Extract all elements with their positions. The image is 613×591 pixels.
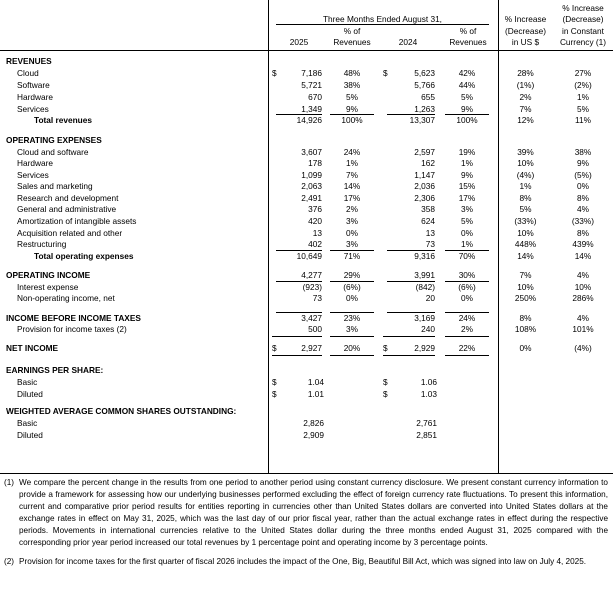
- eps-2024: 1.03: [420, 389, 437, 399]
- row-label: Hardware: [17, 92, 53, 102]
- row-label: Basic: [17, 377, 38, 387]
- in-us-header: in US $: [511, 37, 540, 47]
- subtotal-rule: [330, 355, 374, 356]
- change-us: 2%: [519, 92, 532, 102]
- pct-2025: 0%: [346, 228, 358, 238]
- pct-2025: (6%): [343, 282, 361, 292]
- pct-2024: 15%: [458, 181, 476, 191]
- subtotal-rule: [387, 250, 435, 251]
- value-2024: 2,306: [414, 193, 435, 203]
- value-2024: (842): [415, 282, 435, 292]
- value-2025: 14,926: [296, 115, 322, 125]
- value-2025: 13: [312, 228, 322, 238]
- pct-2025: 14%: [343, 181, 361, 191]
- footnote-2: [4, 556, 608, 568]
- pct-2024: 100%: [456, 115, 478, 125]
- currency-symbol: $: [272, 68, 277, 78]
- value-2024: 1,263: [414, 104, 435, 114]
- header-rule: [276, 24, 489, 25]
- pct-2024: 0%: [461, 293, 473, 303]
- pct-2024: 17%: [458, 193, 476, 203]
- value-2025: 1,099: [301, 170, 322, 180]
- change-constant-currency: 4%: [577, 270, 589, 280]
- pct-2024: (6%): [458, 282, 476, 292]
- change-us: 250%: [514, 293, 537, 303]
- pct-2025: 3%: [346, 216, 358, 226]
- footnote-text: Provision for income taxes for the first quarter of fiscal 2026 includes the impact of the One, Big, Beautiful Bill Act, which was signed into law on July 4, 2025.: [19, 557, 587, 566]
- value-2024: 13: [425, 228, 435, 238]
- row-label: Interest expense: [17, 282, 79, 292]
- pct-2025: 20%: [343, 343, 361, 353]
- value-2024: 13,307: [409, 115, 435, 125]
- pct-2025: 29%: [343, 270, 361, 280]
- change-us: 108%: [514, 324, 537, 334]
- section-shares: WEIGHTED AVERAGE COMMON SHARES OUTSTANDING:: [6, 406, 237, 416]
- pct-2024: 5%: [461, 92, 473, 102]
- currency-symbol: $: [272, 343, 277, 353]
- value-2024: 73: [425, 239, 435, 249]
- table-bottom-rule: [0, 473, 613, 474]
- row-label: Software: [17, 80, 50, 90]
- subtotal-rule: [445, 336, 489, 337]
- value-2025: 178: [308, 158, 322, 168]
- subtotal-rule: [445, 250, 489, 251]
- pct-2024: 24%: [458, 313, 476, 323]
- subtotal-rule: [383, 336, 435, 337]
- eps-2025: 1.04: [307, 377, 324, 387]
- change-constant-currency: 27%: [574, 68, 592, 78]
- pct-2024: 5%: [461, 216, 473, 226]
- row-label: Total revenues: [34, 115, 92, 125]
- pct-2024: 2%: [461, 324, 473, 334]
- revenues-header: Revenues: [449, 37, 487, 47]
- footnote-number: (2): [4, 557, 15, 566]
- value-2024: 1,147: [414, 170, 435, 180]
- change-constant-currency: 0%: [577, 181, 589, 191]
- change-us: 0%: [519, 343, 532, 353]
- change-constant-currency: 10%: [574, 282, 592, 292]
- change-us: 14%: [517, 251, 534, 261]
- subtotal-rule: [330, 114, 374, 115]
- revenues-header: Revenues: [333, 37, 371, 47]
- change-constant-currency: (33%): [571, 216, 595, 226]
- subtotal-rule: [276, 312, 322, 313]
- pct-2025: 24%: [343, 147, 361, 157]
- change-us: 12%: [517, 115, 534, 125]
- change-us: 5%: [519, 204, 532, 214]
- pct-2025: 17%: [343, 193, 361, 203]
- subtotal-rule: [387, 281, 435, 282]
- value-2025: 1,349: [301, 104, 322, 114]
- change-us: 1%: [519, 181, 532, 191]
- pct-2025: 5%: [346, 92, 358, 102]
- section-eps: EARNINGS PER SHARE:: [6, 365, 104, 375]
- pct-2025: 3%: [346, 239, 358, 249]
- currency-symbol: $: [383, 389, 388, 399]
- row-label: Hardware: [17, 158, 53, 168]
- shares-2025: 2,909: [303, 430, 324, 440]
- currency-symbol: $: [383, 68, 388, 78]
- row-label: General and administrative: [17, 204, 117, 214]
- change-us: 8%: [519, 193, 532, 203]
- pct-increase-header: % Increase: [504, 14, 547, 24]
- value-2025: 4,277: [301, 270, 322, 280]
- value-2025: 2,063: [301, 181, 322, 191]
- value-2025: 5,721: [301, 80, 322, 90]
- pct-2025: 100%: [341, 115, 363, 125]
- value-2024: 3,991: [414, 270, 435, 280]
- value-2024: 624: [421, 216, 435, 226]
- change-us: 28%: [517, 68, 534, 78]
- pct-2025: 3%: [346, 324, 358, 334]
- row-label: Diluted: [17, 430, 43, 440]
- subtotal-rule: [330, 281, 374, 282]
- currency-symbol: $: [383, 343, 388, 353]
- subtotal-rule: [445, 114, 489, 115]
- row-label: Non-operating income, net: [17, 293, 115, 303]
- value-2025: 402: [308, 239, 322, 249]
- value-2025: 376: [308, 204, 322, 214]
- change-constant-currency: 1%: [577, 92, 589, 102]
- row-label: Amortization of intangible assets: [17, 216, 137, 226]
- change-constant-currency: 8%: [577, 228, 589, 238]
- section-revenues: REVENUES: [6, 56, 52, 66]
- footnote-text: We compare the percent change in the results from one period to another period using constant currency disclosure. We present constant currency information to provide a framework for assessing how our underlying businesses performed excluding the effect of foreign currency rate fluctuations. To present this information, current and comparative prior period results for entities reporting in currencies other than United States dollars are converted into United States dollars at the exchange rates in effect on May 31, 2025, which was the last day of our prior fiscal year, rather than the actual exchange rates in effect during the respective periods. Movements in international currencies relative to the United States dollar during the three months ended August 31, 2025 compared with the corresponding prior year period increased our total revenues by 1 percentage point and operating income by 3 percentage points.: [19, 478, 608, 547]
- pct-2024: 70%: [458, 251, 476, 261]
- change-constant-currency: 101%: [572, 324, 594, 334]
- change-us: 10%: [517, 282, 534, 292]
- subtotal-rule: [445, 355, 489, 356]
- pct-2024: 30%: [458, 270, 476, 280]
- pct-of-header: % of: [459, 26, 477, 36]
- change-constant-currency: 14%: [574, 251, 592, 261]
- row-label: Diluted: [17, 389, 43, 399]
- in-constant-header: in Constant: [562, 26, 604, 36]
- pct-2025: 38%: [343, 80, 361, 90]
- value-2025: 2,491: [301, 193, 322, 203]
- year-2025-header: 2025: [289, 37, 309, 47]
- value-2024: 240: [421, 324, 435, 334]
- eps-2025: 1.01: [307, 389, 324, 399]
- value-2024: 20: [425, 293, 435, 303]
- value-2025: 500: [308, 324, 322, 334]
- pct-2024: 22%: [458, 343, 476, 353]
- currency-header: Currency (1): [559, 37, 607, 47]
- subtotal-rule: [387, 312, 435, 313]
- subtotal-rule: [330, 336, 374, 337]
- section-operating-expenses: OPERATING EXPENSES: [6, 135, 102, 145]
- subtotal-rule: [330, 312, 374, 313]
- change-us: 7%: [519, 104, 532, 114]
- row-label: Services: [17, 104, 49, 114]
- year-2024-header: 2024: [398, 37, 418, 47]
- change-us: 448%: [514, 239, 537, 249]
- eps-2024: 1.06: [420, 377, 437, 387]
- value-2024: 3,169: [414, 313, 435, 323]
- change-constant-currency: 11%: [575, 115, 591, 125]
- change-constant-currency: (2%): [574, 80, 592, 90]
- pct-2024: 1%: [461, 239, 473, 249]
- value-2024: 2,597: [414, 147, 435, 157]
- value-2025: 73: [312, 293, 322, 303]
- row-label: NET INCOME: [6, 343, 59, 353]
- subtotal-rule: [276, 114, 322, 115]
- change-us: 10%: [517, 228, 534, 238]
- row-label: Research and development: [17, 193, 119, 203]
- change-us: 7%: [519, 270, 532, 280]
- value-2024: 2,036: [414, 181, 435, 191]
- pct-2024: 9%: [461, 104, 473, 114]
- change-constant-currency: 38%: [574, 147, 592, 157]
- change-us: 8%: [519, 313, 532, 323]
- value-2024: 655: [421, 92, 435, 102]
- value-2025: 10,649: [296, 251, 322, 261]
- decrease-header: (Decrease): [504, 26, 547, 36]
- value-2025: 2,927: [301, 343, 322, 353]
- value-2024: 162: [421, 158, 435, 168]
- change-constant-currency: 439%: [572, 239, 594, 249]
- value-2024: 5,623: [414, 68, 435, 78]
- shares-2025: 2,826: [303, 418, 324, 428]
- change-constant-currency: 286%: [572, 293, 594, 303]
- pct-2025: 48%: [343, 68, 361, 78]
- change-constant-currency: 4%: [577, 204, 589, 214]
- value-2025: 7,186: [301, 68, 322, 78]
- pct-2025: 7%: [346, 170, 358, 180]
- currency-symbol: $: [383, 377, 388, 387]
- pct-of-header: % of: [343, 26, 361, 36]
- subtotal-rule: [445, 312, 489, 313]
- shares-2024: 2,851: [416, 430, 437, 440]
- pct-2025: 2%: [346, 204, 358, 214]
- row-label: Cloud: [17, 68, 39, 78]
- pct-2025: 9%: [346, 104, 358, 114]
- change-constant-currency: 4%: [577, 313, 589, 323]
- value-2025: 3,427: [301, 313, 322, 323]
- pct-2025: 1%: [346, 158, 358, 168]
- pct-2024: 1%: [461, 158, 473, 168]
- subtotal-rule: [330, 250, 374, 251]
- pct-2024: 44%: [458, 80, 476, 90]
- value-2025: 3,607: [301, 147, 322, 157]
- row-label: Restructuring: [17, 239, 67, 249]
- change-constant-currency: 8%: [577, 193, 589, 203]
- row-label: Acquisition related and other: [17, 228, 123, 238]
- subtotal-rule: [445, 281, 489, 282]
- currency-symbol: $: [272, 389, 277, 399]
- subtotal-rule: [272, 336, 322, 337]
- value-2024: 9,316: [414, 251, 435, 261]
- subtotal-rule: [387, 114, 435, 115]
- pct-2024: 19%: [458, 147, 476, 157]
- row-label: Sales and marketing: [17, 181, 93, 191]
- row-label: Basic: [17, 418, 38, 428]
- subtotal-rule: [383, 355, 435, 356]
- subtotal-rule: [272, 355, 322, 356]
- change-constant-currency: 9%: [577, 158, 589, 168]
- row-label: Total operating expenses: [34, 251, 134, 261]
- value-2025: 670: [308, 92, 322, 102]
- decrease-cc-header: (Decrease): [562, 14, 604, 24]
- row-label: Provision for income taxes (2): [17, 324, 127, 334]
- pct-2025: 71%: [343, 251, 361, 261]
- value-2024: 5,766: [414, 80, 435, 90]
- pct-increase-cc-header: % Increase: [562, 3, 604, 13]
- row-label: OPERATING INCOME: [6, 270, 91, 280]
- value-2025: 420: [308, 216, 322, 226]
- change-constant-currency: 5%: [577, 104, 589, 114]
- change-us: (4%): [516, 170, 535, 180]
- footnote-number: (1): [4, 478, 15, 487]
- column-divider: [268, 0, 269, 473]
- subtotal-rule: [276, 281, 322, 282]
- row-label: INCOME BEFORE INCOME TAXES: [6, 313, 141, 323]
- shares-2024: 2,761: [416, 418, 437, 428]
- value-2024: 2,929: [414, 343, 435, 353]
- header-rule: [0, 50, 613, 51]
- value-2024: 358: [421, 204, 435, 214]
- change-us: 10%: [517, 158, 534, 168]
- pct-2025: 0%: [346, 293, 358, 303]
- pct-2024: 9%: [461, 170, 473, 180]
- pct-2025: 23%: [343, 313, 361, 323]
- period-title: Three Months Ended August 31,: [322, 14, 442, 24]
- row-label: Services: [17, 170, 49, 180]
- change-us: (33%): [514, 216, 537, 226]
- footnote-1: [4, 477, 608, 549]
- change-us: 39%: [517, 147, 534, 157]
- row-label: Cloud and software: [17, 147, 89, 157]
- currency-symbol: $: [272, 377, 277, 387]
- value-2025: (923): [302, 282, 322, 292]
- pct-2024: 0%: [461, 228, 473, 238]
- change-us: (1%): [516, 80, 535, 90]
- subtotal-rule: [276, 250, 322, 251]
- change-constant-currency: (5%): [574, 170, 592, 180]
- change-constant-currency: (4%): [574, 343, 592, 353]
- pct-2024: 42%: [458, 68, 476, 78]
- pct-2024: 3%: [461, 204, 473, 214]
